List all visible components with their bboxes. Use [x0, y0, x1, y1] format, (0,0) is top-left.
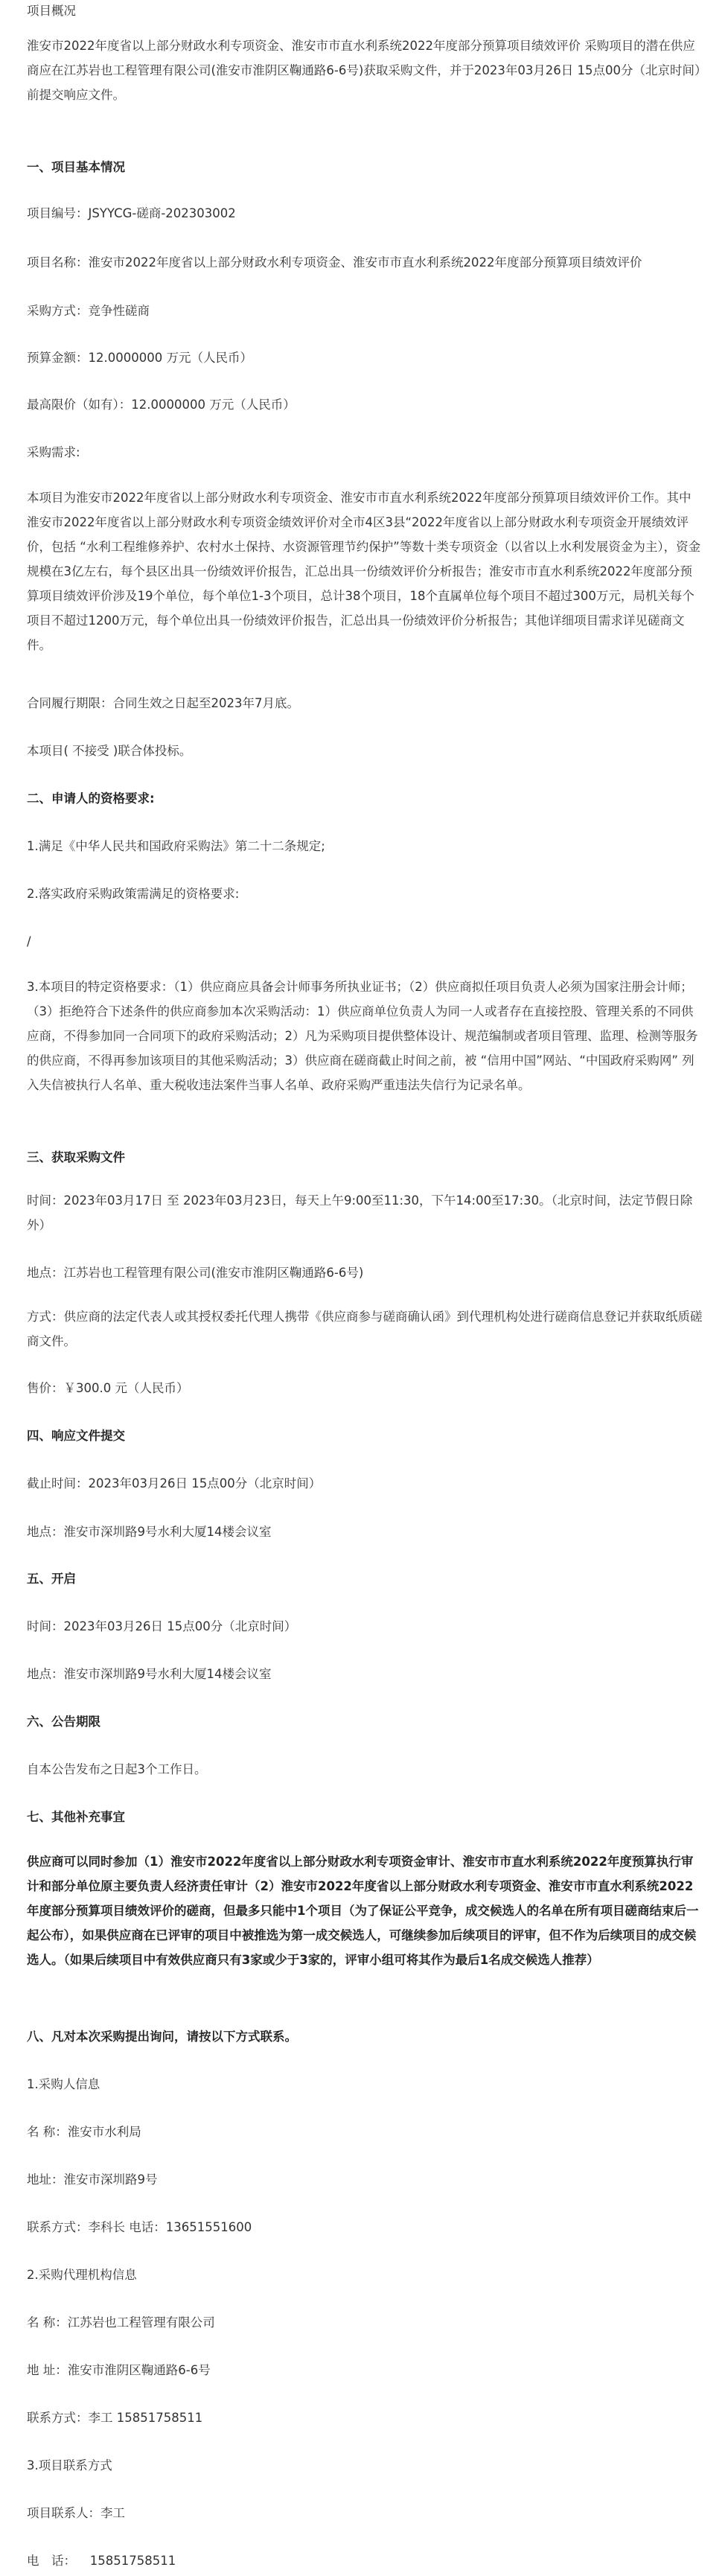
document-price: 售价：￥300.0 元（人民币）	[27, 1381, 189, 1395]
project-number: 项目编号：JSYYCG-磋商-202303002	[27, 206, 236, 220]
agent-contact: 联系方式：李工 15851758511	[27, 2411, 203, 2425]
contract-term: 合同履行期限：合同生效之日起至2023年7月底。	[27, 696, 299, 710]
demand-paragraph: 本项目为淮安市2022年度省以上部分财政水利专项资金、淮安市市直水利系统2022年度部分预算项目绩效评价工作。其中淮安市2022年度省以上部分财政水利专项资金绩效评价对全市4区3县“2022年度省以上部分财政水利专项资金开展绩效评价，包括 “水利工程维修养护、农村水土保持、水资源管理节约保护”等数十类专项资金（以省以上水利发展资金为主），资金规模在3亿左右，每个县区出具一份绩效评价报告，汇总出具一份绩效评价分析报告；淮安市市直水利系统2022年度部分预算项目绩效评价涉及19个单位，每个单位1-3个项目，总计38个项目，18个直属单位每个项目不超过300万元，局机关每个项目不超过1200万元，每个单位出具一份绩效评价报告，汇总出具一份绩效评价分析报告；其他详细项目需求详见磋商文件。	[27, 491, 701, 652]
obtain-time: 时间：2023年03月17日 至 2023年03月23日，每天上午9:00至11:30，下午14:00至17:30。（北京时间，法定节假日除外）	[27, 1193, 693, 1232]
agent-name: 名 称：江苏岩也工程管理有限公司	[27, 2315, 215, 2330]
section-2-heading: 二、申请人的资格要求:	[27, 791, 155, 806]
buyer-address: 地址：淮安市深圳路9号	[27, 2172, 158, 2187]
consortium-note: 本项目( 不接受 )联合体投标。	[27, 744, 192, 758]
section-1-heading: 一、项目基本情况	[27, 160, 125, 174]
buyer-name: 名 称：淮安市水利局	[27, 2125, 141, 2139]
max-price: 最高限价（如有）：12.0000000 万元（人民币）	[27, 398, 296, 412]
project-contact-label: 3.项目联系方式	[27, 2458, 112, 2473]
project-name: 项目名称：淮安市2022年度省以上部分财政水利专项资金、淮安市市直水利系统2022年度部分预算项目绩效评价	[27, 255, 642, 270]
qualification-item-1: 1.满足《中华人民共和国政府采购法》第二十二条规定;	[27, 839, 325, 853]
buyer-label: 1.采购人信息	[27, 2077, 100, 2091]
qualification-item-3: 3.本项目的特定资格要求：（1）供应商应具备会计师事务所执业证书；（2）供应商拟任项目负责人必须为国家注册会计师；（3）拒绝符合下述条件的供应商参加本次采购活动：1）供应商单位负责人为同一人或者存在直接控股、管理关系的不同供应商，不得参加同一合同项下的政府采购活动；2）凡为采购项目提供整体设计、规范编制或者项目管理、监理、检测等服务的供应商，不得再参加该项目的其他采购活动；3）供应商在磋商截止时间之前，被 “信用中国”网站、“中国政府采购网” 列入失信被执行人名单、重大税收违法案件当事人名单、政府采购严重违法失信行为记录名单。	[27, 980, 698, 1092]
opening-place: 地点：淮安市深圳路9号水利大厦14楼会议室	[27, 1667, 272, 1681]
agent-label: 2.采购代理机构信息	[27, 2268, 137, 2282]
section-8-heading: 八、凡对本次采购提出询问，请按以下方式联系。	[27, 2030, 297, 2044]
procurement-method: 采购方式：竞争性磋商	[27, 304, 150, 318]
submit-place: 地点：淮安市深圳路9号水利大厦14楼会议室	[27, 1525, 272, 1539]
supplementary-note: 供应商可以同时参加（1）淮安市2022年度省以上部分财政水利专项资金审计、淮安市市直水利系统2022年度预算执行审计和部分单位原主要负责人经济责任审计（2）淮安市2022年度省以上部分财政水利专项资金、淮安市市直水利系统2022年度部分预算项目绩效评价的磋商，但最多只能中1个项目（为了保证公平竞争，成交候选人的名单在所有项目磋商结束后一起公布），如果供应商在已评审的项目中被推选为第一成交候选人，可继续参加后续项目的评审，但不作为后续项目的成交候选人。（如果后续项目中有效供应商只有3家或少于3家的，评审小组可将其作为最后1名成交候选人推荐）	[27, 1855, 699, 1967]
buyer-contact: 联系方式：李科长 电话：13651551600	[27, 2220, 252, 2234]
notice-period: 自本公告发布之日起3个工作日。	[27, 1762, 207, 1776]
overview-paragraph: 淮安市2022年度省以上部分财政水利专项资金、淮安市市直水利系统2022年度部分预算项目绩效评价 采购项目的潜在供应商应在江苏岩也工程管理有限公司(淮安市淮阴区鞠通路6-6号)获取采购文件，并于2023年03月26日 15点00分（北京时间）前提交响应文件。	[27, 39, 701, 102]
section-6-heading: 六、公告期限	[27, 1715, 100, 1729]
submit-deadline: 截止时间：2023年03月26日 15点00分（北京时间）	[27, 1476, 322, 1491]
obtain-place: 地点：江苏岩也工程管理有限公司(淮安市淮阴区鞠通路6-6号)	[27, 1266, 364, 1280]
qualification-slash: /	[27, 934, 31, 949]
project-contact-phone: 电 话： 15851758511	[27, 2554, 176, 2568]
section-5-heading: 五、开启	[27, 1572, 76, 1586]
project-contact-person: 项目联系人：李工	[27, 2506, 125, 2520]
obtain-method: 方式：供应商的法定代表人或其授权委托代理人携带《供应商参与磋商确认函》到代理机构处进行磋商信息登记并获取纸质磋商文件。	[27, 1310, 703, 1348]
section-4-heading: 四、响应文件提交	[27, 1429, 125, 1443]
overview-title: 项目概况	[27, 4, 76, 18]
section-7-heading: 七、其他补充事宜	[27, 1810, 125, 1824]
budget-amount: 预算金额：12.0000000 万元（人民币）	[27, 351, 252, 365]
demand-label: 采购需求:	[27, 445, 80, 459]
qualification-item-2: 2.落实政府采购政策需满足的资格要求:	[27, 887, 240, 901]
opening-time: 时间：2023年03月26日 15点00分（北京时间）	[27, 1619, 297, 1633]
section-3-heading: 三、获取采购文件	[27, 1150, 125, 1164]
agent-address: 地 址：淮安市淮阴区鞠通路6-6号	[27, 2363, 211, 2377]
